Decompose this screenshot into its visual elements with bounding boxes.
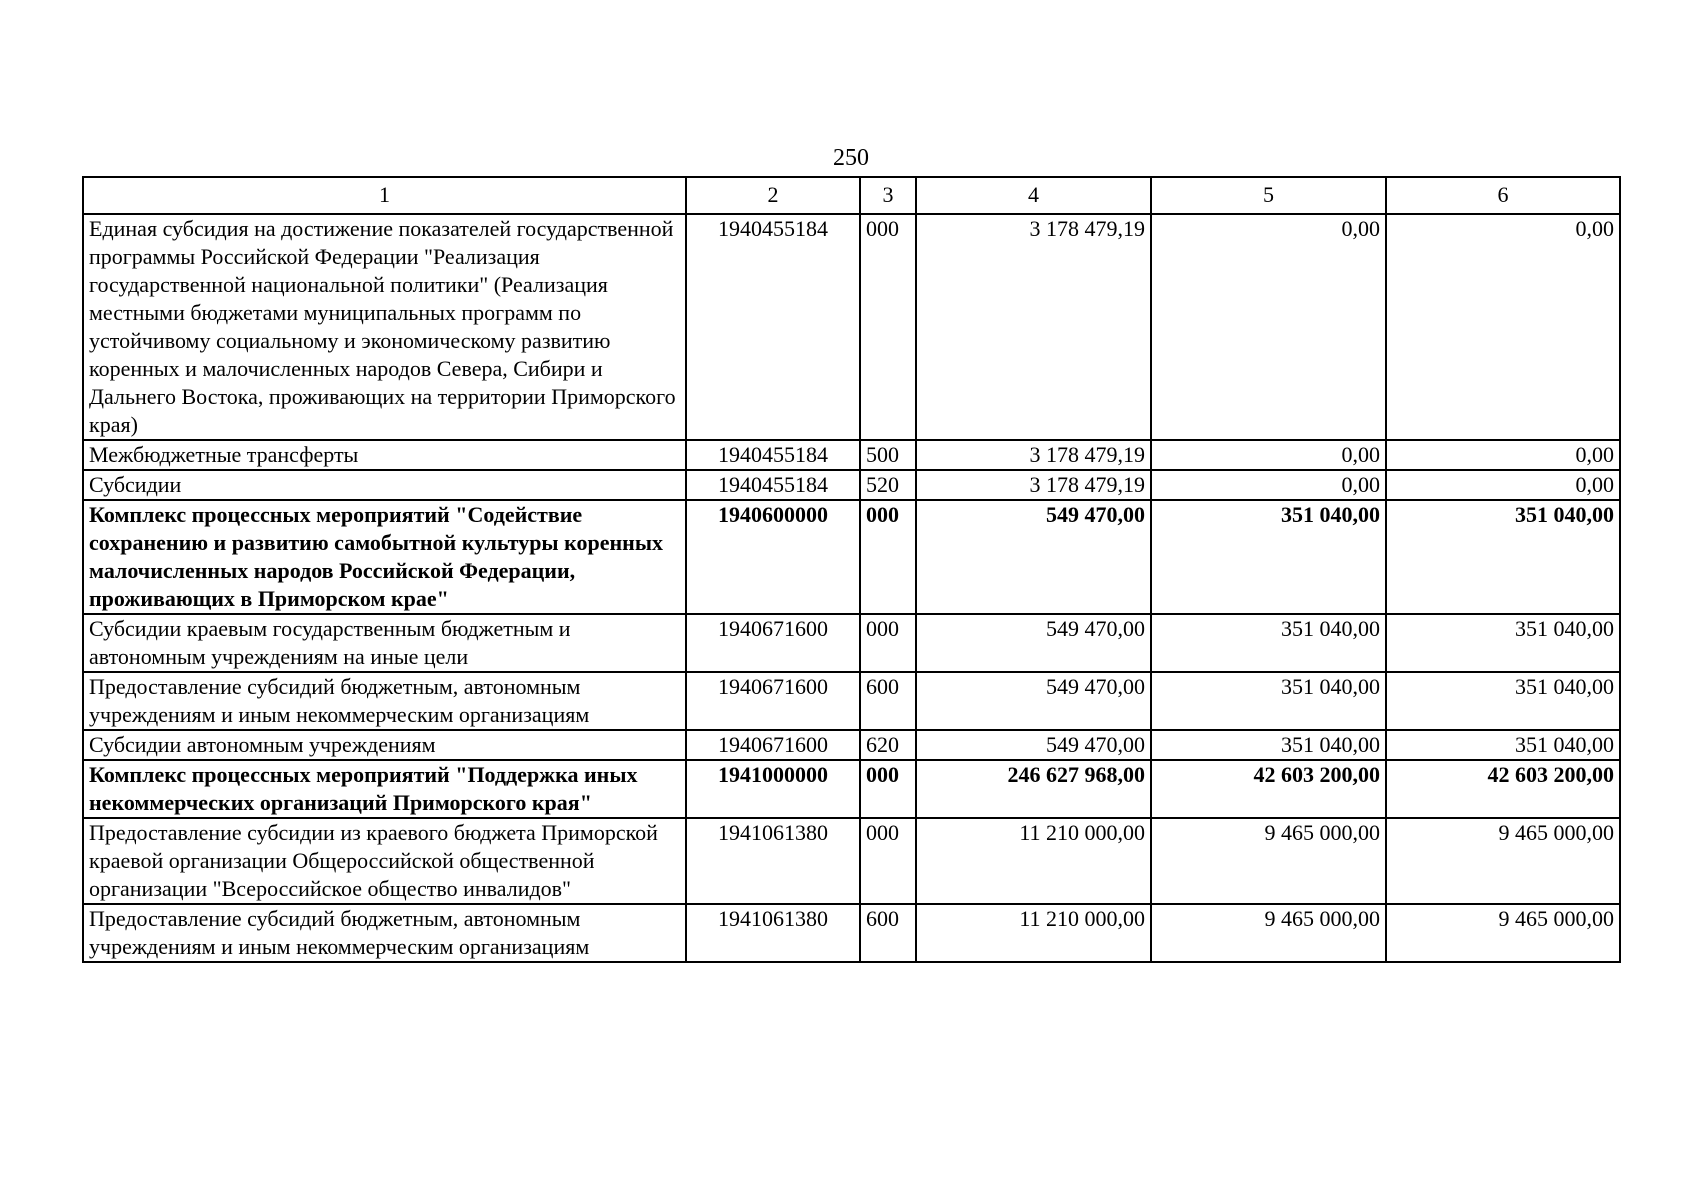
expense-type-code: 600 bbox=[860, 904, 916, 962]
row-name: Предоставление субсидий бюджетным, автономным учреждениям и иным некоммерческим организациям bbox=[83, 904, 686, 962]
target-code: 1940455184 bbox=[686, 214, 860, 440]
table-header-row bbox=[83, 177, 1620, 214]
amount-col-4: 3 178 479,19 bbox=[916, 470, 1151, 500]
amount-col-6: 351 040,00 bbox=[1386, 614, 1620, 672]
target-code: 1941000000 bbox=[686, 760, 860, 818]
amount-col-4: 549 470,00 bbox=[916, 500, 1151, 614]
column-header: 6 bbox=[1386, 177, 1620, 214]
amount-col-4: 246 627 968,00 bbox=[916, 760, 1151, 818]
amount-col-6: 351 040,00 bbox=[1386, 730, 1620, 760]
column-header: 1 bbox=[83, 177, 686, 214]
target-code: 1940671600 bbox=[686, 614, 860, 672]
amount-col-6: 9 465 000,00 bbox=[1386, 904, 1620, 962]
table-row bbox=[83, 904, 1620, 962]
row-name: Субсидии автономным учреждениям bbox=[83, 730, 686, 760]
expense-type-code: 500 bbox=[860, 440, 916, 470]
expense-type-code: 000 bbox=[860, 500, 916, 614]
table-row bbox=[83, 614, 1620, 672]
table-row bbox=[83, 470, 1620, 500]
amount-col-4: 11 210 000,00 bbox=[916, 818, 1151, 904]
target-code: 1941061380 bbox=[686, 818, 860, 904]
amount-col-5: 351 040,00 bbox=[1151, 500, 1386, 614]
amount-col-5: 0,00 bbox=[1151, 470, 1386, 500]
amount-col-6: 351 040,00 bbox=[1386, 500, 1620, 614]
table-row bbox=[83, 818, 1620, 904]
amount-col-4: 11 210 000,00 bbox=[916, 904, 1151, 962]
row-name: Комплекс процессных мероприятий "Поддержка иных некоммерческих организаций Приморского края" bbox=[83, 760, 686, 818]
column-header: 3 bbox=[860, 177, 916, 214]
target-code: 1940455184 bbox=[686, 470, 860, 500]
table-row bbox=[83, 440, 1620, 470]
amount-col-5: 0,00 bbox=[1151, 214, 1386, 440]
expense-type-code: 520 bbox=[860, 470, 916, 500]
expense-type-code: 000 bbox=[860, 214, 916, 440]
expense-type-code: 000 bbox=[860, 818, 916, 904]
target-code: 1940671600 bbox=[686, 672, 860, 730]
amount-col-6: 351 040,00 bbox=[1386, 672, 1620, 730]
amount-col-6: 9 465 000,00 bbox=[1386, 818, 1620, 904]
amount-col-4: 549 470,00 bbox=[916, 672, 1151, 730]
row-name: Единая субсидия на достижение показателей государственной программы Российской Федерации "Реализация государственной национальной политики" (Реализация местными бюджетами муниципальных программ по устойчивому социальному и экономическому развитию коренных и малочисленных народов Севера, Сибири и Дальнего Востока, проживающих на территории Приморского края) bbox=[83, 214, 686, 440]
expense-type-code: 620 bbox=[860, 730, 916, 760]
row-name: Субсидии краевым государственным бюджетным и автономным учреждениям на иные цели bbox=[83, 614, 686, 672]
amount-col-5: 351 040,00 bbox=[1151, 614, 1386, 672]
amount-col-5: 9 465 000,00 bbox=[1151, 818, 1386, 904]
row-name: Субсидии bbox=[83, 470, 686, 500]
page-number: 250 bbox=[833, 145, 869, 171]
expense-type-code: 000 bbox=[860, 760, 916, 818]
column-header: 5 bbox=[1151, 177, 1386, 214]
budget-table bbox=[82, 176, 1621, 963]
amount-col-5: 351 040,00 bbox=[1151, 672, 1386, 730]
table-row bbox=[83, 672, 1620, 730]
amount-col-5: 42 603 200,00 bbox=[1151, 760, 1386, 818]
amount-col-6: 0,00 bbox=[1386, 214, 1620, 440]
amount-col-5: 351 040,00 bbox=[1151, 730, 1386, 760]
target-code: 1940600000 bbox=[686, 500, 860, 614]
amount-col-6: 0,00 bbox=[1386, 470, 1620, 500]
target-code: 1941061380 bbox=[686, 904, 860, 962]
expense-type-code: 600 bbox=[860, 672, 916, 730]
amount-col-6: 42 603 200,00 bbox=[1386, 760, 1620, 818]
target-code: 1940455184 bbox=[686, 440, 860, 470]
table-row bbox=[83, 214, 1620, 440]
column-header: 4 bbox=[916, 177, 1151, 214]
amount-col-4: 549 470,00 bbox=[916, 614, 1151, 672]
table-row-section bbox=[83, 500, 1620, 614]
amount-col-4: 3 178 479,19 bbox=[916, 214, 1151, 440]
amount-col-5: 9 465 000,00 bbox=[1151, 904, 1386, 962]
amount-col-4: 3 178 479,19 bbox=[916, 440, 1151, 470]
expense-type-code: 000 bbox=[860, 614, 916, 672]
row-name: Межбюджетные трансферты bbox=[83, 440, 686, 470]
amount-col-4: 549 470,00 bbox=[916, 730, 1151, 760]
amount-col-5: 0,00 bbox=[1151, 440, 1386, 470]
table-row-section bbox=[83, 760, 1620, 818]
row-name: Комплекс процессных мероприятий "Содействие сохранению и развитию самобытной культуры коренных малочисленных народов Российской Федерации, проживающих в Приморском крае" bbox=[83, 500, 686, 614]
table-row bbox=[83, 730, 1620, 760]
row-name: Предоставление субсидий бюджетным, автономным учреждениям и иным некоммерческим организациям bbox=[83, 672, 686, 730]
target-code: 1940671600 bbox=[686, 730, 860, 760]
row-name: Предоставление субсидии из краевого бюджета Приморской краевой организации Общероссийской общественной организации "Всероссийское общество инвалидов" bbox=[83, 818, 686, 904]
column-header: 2 bbox=[686, 177, 860, 214]
amount-col-6: 0,00 bbox=[1386, 440, 1620, 470]
